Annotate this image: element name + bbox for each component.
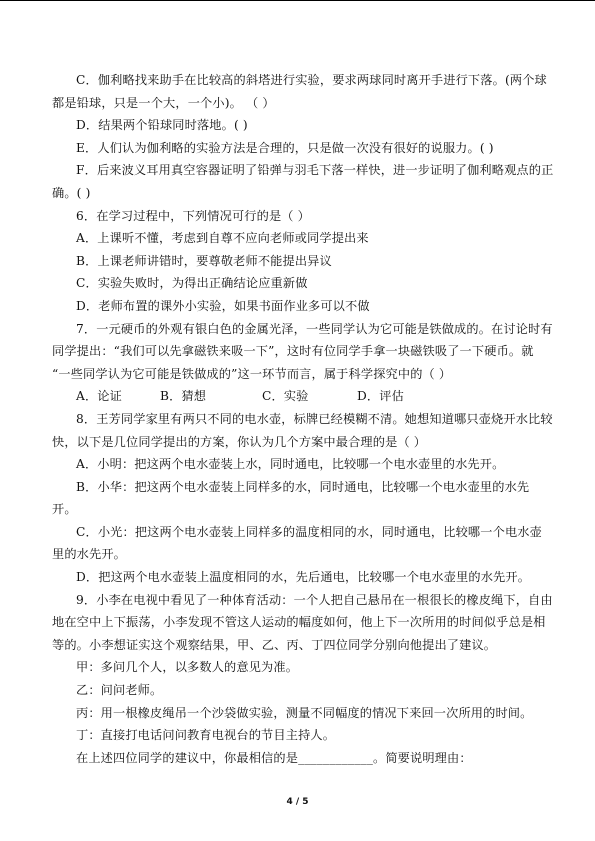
q8-option-b-line1: B．小华：把这两个电水壶装上同样多的水，同时通电，比较哪一个电水壶里的水先	[76, 479, 530, 494]
q8-stem-line2: 快，以下是几位同学提出的方案，你认为几个方案中最合理的是（ ）	[52, 434, 427, 449]
q6-option-a: A．上课听不懂，考虑到自尊不应向老师或同学提出来	[76, 231, 369, 246]
q7-options	[52, 385, 546, 408]
q9-suggestion-bing: 丙：用一根橡皮绳吊一个沙袋做实验，测量不同幅度的情况下来回一次所用的时间。	[76, 705, 533, 720]
q8-option-d: D．把这两个电水壶装上温度相同的水，先后通电，比较哪一个电水壶里的水先开。	[76, 570, 531, 585]
q8-option-b-line2: 开。	[52, 502, 77, 517]
page-top-border	[0, 0, 595, 1]
q7-stem-line1: 7．一元硬币的外观有银白色的金属光泽，一些同学认为它可能是铁做成的。在讨论时有	[76, 321, 553, 336]
q8-option-c-line1: C．小光：把这两个电水壶装上同样多的温度相同的水，同时通电，比较哪一个电水壶	[76, 524, 542, 539]
q6-option-d: D．老师布置的课外小实验，如果书面作业多可以不做	[76, 298, 370, 313]
q6-option-c: C．实验失败时，为得出正确结论应重新做	[76, 276, 308, 291]
page-content	[52, 69, 554, 769]
q9-suggestion-ding: 丁：直接打电话问问教育电视台的节目主持人。	[76, 728, 336, 743]
q7-option-b: B．猜想	[160, 389, 207, 404]
q9-stem-line1: 9．小李在电视中看见了一种体育活动：一个人把自己悬吊在一根很长的橡皮绳下，自由	[76, 592, 553, 607]
q7-stem-line2: 同学提出：“我们可以先拿磁铁来吸一下”，这时有位同学手拿一块磁铁吸了一下硬币。就	[52, 344, 534, 359]
page-number: 4 / 5	[286, 797, 309, 807]
q7-option-d: D．评估	[357, 389, 404, 404]
q8-stem-line1: 8．王芳同学家里有两只不同的电水壶，标牌已经模糊不清。她想知道哪只壶烧开水比较	[76, 411, 553, 426]
q8-option-c-line2: 里的水先开。	[52, 547, 127, 562]
q9-answer-prompt: 在上述四位同学的建议中，你最相信的是____________。简要说明理由：	[76, 750, 472, 765]
q7-stem-line3: “一些同学认为它可能是铁做成的”这一环节而言，属于科学探究中的（ ）	[52, 366, 452, 381]
q5-option-c-line1: C．伽利略找来助手在比较高的斜塔进行实验，要求两球同时离开手进行下落。(两个球	[76, 73, 547, 87]
q8-option-a: A．小明：把这两个电水壶装上水，同时通电，比较哪一个电水壶里的水先开。	[76, 457, 505, 472]
q5-option-d: D．结果两个铅球同时落地。( )	[76, 118, 248, 133]
q6-option-b: B．上课老师讲错时，要尊敬老师不能提出异议	[76, 253, 332, 268]
q9-stem-line3: 等的。小李想证实这个观察结果，甲、乙、丙、丁四位同学分别向他提出了建议。	[52, 637, 497, 652]
q5-option-c-line2: 都是铅球，只是一个大，一个小)。 （ ）	[52, 95, 275, 110]
q5-option-e: E．人们认为伽利略的实验方法是合理的，只是做一次没有很好的说服力。( )	[76, 140, 494, 155]
q6-stem: 6．在学习过程中，下列情况可行的是（ ）	[76, 208, 311, 223]
q7-option-c: C．实验	[262, 389, 309, 404]
q9-stem-line2: 地在空中上下振荡，小李发现不管这人运动的幅度如何，他上下一次所用的时间似乎总是相	[52, 615, 546, 630]
q5-option-f-line2: 确。( )	[52, 185, 91, 200]
q5-option-f-line1: F．后来波义耳用真空容器证明了铅弹与羽毛下落一样快，进一步证明了伽利略观点的正	[76, 163, 554, 178]
q7-option-a: A．论证	[76, 389, 122, 404]
q9-suggestion-jia: 甲：多问几个人，以多数人的意见为准。	[76, 660, 299, 675]
q9-suggestion-yi: 乙：问问老师。	[76, 683, 163, 698]
